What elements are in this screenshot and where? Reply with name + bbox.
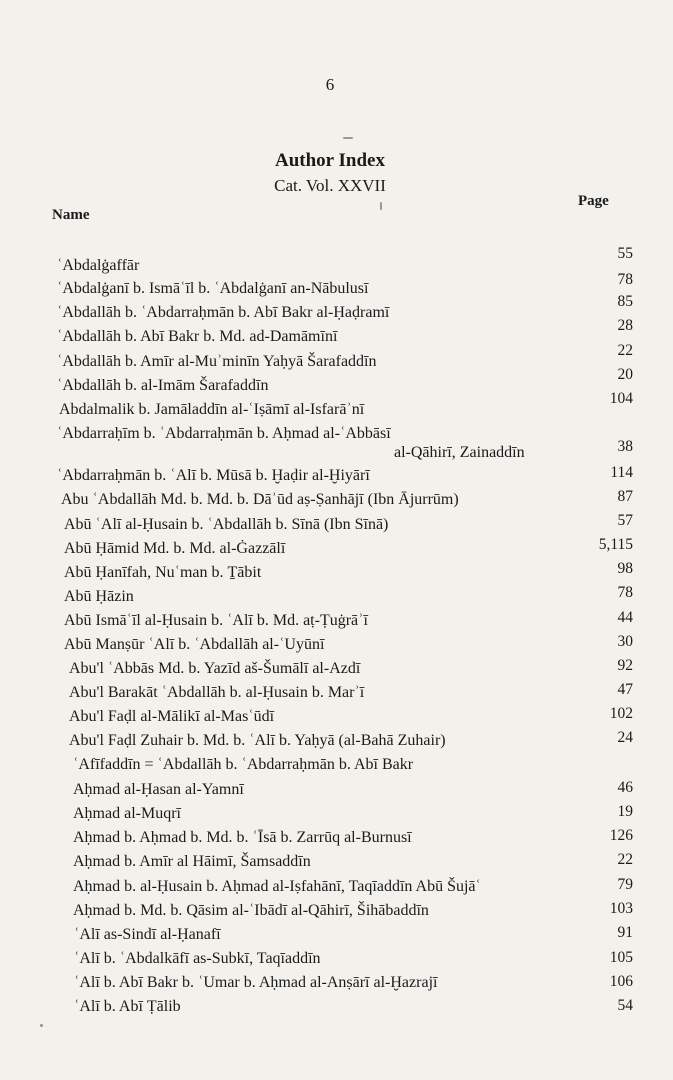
page-reference: 24	[617, 729, 633, 746]
author-name: ʿAbdalġanī b. Ismāʿīl b. ʿAbdalġanī an-Nābulusī	[57, 280, 369, 297]
index-entry	[0, 560, 673, 588]
author-name: Abu'l Faḍl Zuhair b. Md. b. ʿAlī b. Yaḥyā (al-Bahā Zuhair)	[69, 732, 446, 749]
page-reference: 79	[617, 876, 633, 893]
page-reference: 19	[617, 803, 633, 820]
author-name: Abu'l Barakāt ʿAbdallāh b. al-Ḥusain b. Marʾī	[69, 684, 365, 701]
index-entry	[0, 488, 673, 515]
author-name: Abu ʿAbdallāh Md. b. Md. b. Dāʾūd aṣ-Ṣanhājī (Ibn Ājurrūm)	[61, 491, 459, 508]
index-entry	[0, 584, 673, 612]
author-name: Aḥmad b. Aḥmad b. Md. b. ʿĪsā b. Zarrūq al-Burnusī	[73, 829, 412, 846]
index-entry	[0, 512, 673, 540]
index-entry	[0, 998, 673, 1022]
index-entry	[0, 853, 673, 877]
author-name: Aḥmad b. Md. b. Qāsim al-ʿIbādī al-Qāhirī, Šihābaddīn	[73, 902, 429, 919]
page-reference: 47	[617, 681, 633, 698]
page-reference: 104	[609, 390, 633, 407]
author-name: Abū Ismāʿīl al-Ḥusain b. ʿAlī b. Md. aṭ-Ṭuġrāʾī	[64, 612, 368, 629]
index-entry	[0, 805, 673, 829]
index-entry	[0, 829, 673, 853]
index-entry	[0, 974, 673, 998]
index-entry	[0, 705, 673, 732]
author-name: ʿAbdalġaffār	[57, 257, 140, 274]
page-reference: 28	[617, 317, 633, 334]
name-column-header: Name	[52, 207, 90, 223]
page-reference: 91	[617, 924, 633, 941]
index-entry	[0, 609, 673, 636]
page-reference: 57	[617, 512, 633, 529]
scan-speck	[40, 1024, 43, 1027]
page-reference: 92	[617, 657, 633, 674]
author-name: ʿAbdallāh b. Abī Bakr b. Md. ad-Damāmīnī	[57, 328, 338, 345]
author-name: Abdalmalik b. Jamāladdīn al-ʿIṣāmī al-Isfarāʾnī	[59, 401, 365, 418]
author-name: ʿAbdallāh b. Amīr al-Muʾminīn Yaḥyā Šarafaddīn	[57, 353, 377, 370]
page-reference: 78	[617, 271, 633, 288]
page-reference: 22	[617, 851, 633, 868]
author-name: ʿAlī as-Sindī al-Ḥanafī	[74, 926, 221, 943]
page-number: 6	[325, 75, 335, 94]
page-reference: 103	[609, 900, 633, 917]
page-reference: 105	[609, 949, 633, 966]
page-reference: 78	[617, 584, 633, 601]
author-name: ʿAbdallāh b. al-Imām Šarafaddīn	[57, 377, 269, 394]
author-name: al-Qāhirī, Zainaddīn	[394, 444, 525, 461]
author-name: Abū Manṣūr ʿAlī b. ʿAbdallāh al-ʿUyūnī	[64, 636, 325, 653]
page-reference: 114	[610, 464, 633, 481]
page-reference: 102	[609, 705, 633, 722]
index-entry	[0, 366, 673, 401]
author-name: Abu'l Faḍl al-Mālikī al-Masʿūdī	[69, 708, 275, 725]
page-reference: 20	[617, 366, 633, 383]
page-reference: 126	[609, 827, 633, 844]
author-name: ʿAlī b. ʿAbdalkāfī as-Subkī, Taqīaddīn	[74, 950, 321, 967]
author-name: ʿAlī b. Abī Bakr b. ʿUmar b. Aḥmad al-Anṣārī al-Ḫazrajī	[74, 974, 438, 991]
index-entry	[0, 438, 673, 468]
index-entry	[0, 926, 673, 950]
catalogue-volume: Cat. Vol. XXVII	[274, 176, 386, 195]
author-name: Abū ʿAlī al-Ḥusain b. ʿAbdallāh b. Sīnā (Ibn Sīnā)	[64, 516, 389, 533]
author-name: ʿAbdarraḥmān b. ʿAlī b. Mūsā b. Ḫaḍir al-Ḫiyārī	[57, 467, 370, 484]
page-reference: 22	[617, 342, 633, 359]
author-name: Aḥmad al-Muqrī	[73, 805, 181, 822]
index-entry	[0, 271, 673, 304]
author-name: Aḥmad b. al-Ḥusain b. Aḥmad al-Iṣfahānī, Taqīaddīn Abū Šujāʿ	[73, 878, 481, 895]
author-name: Aḥmad al-Ḥasan al-Yamnī	[73, 781, 244, 798]
page-reference: 5,115	[598, 536, 633, 553]
index-entry	[0, 536, 673, 564]
author-name: Abu'l ʿAbbās Md. b. Yazīd aš-Šumālī al-Azdī	[69, 660, 361, 677]
author-name: ʿAbdarraḥīm b. ʿAbdarraḥmān b. Aḥmad al-ʿAbbāsī	[57, 425, 391, 442]
index-entry	[0, 878, 673, 902]
author-name: ʿAbdallāh b. ʿAbdarraḥmān b. Abī Bakr al-Ḥaḍramī	[57, 304, 390, 321]
page-reference: 54	[617, 997, 633, 1014]
index-entry	[0, 902, 673, 926]
index-title: Author Index	[275, 150, 385, 171]
author-name: Abū Ḥāzin	[64, 588, 134, 605]
page-column-header: Page	[578, 193, 609, 209]
author-name: Abū Ḥanīfah, Nuʿman b. Ṯābit	[64, 564, 262, 581]
author-name: ʿAlī b. Abī Ṭālib	[74, 998, 181, 1015]
index-entry	[0, 756, 673, 780]
index-entry	[0, 781, 673, 805]
scan-speck	[380, 202, 382, 210]
scan-speck	[343, 137, 353, 139]
index-entry	[0, 317, 673, 352]
page-reference: 44	[617, 609, 633, 626]
page-reference: 98	[617, 560, 633, 577]
page-reference: 55	[617, 245, 633, 262]
index-entry	[0, 950, 673, 974]
index-entry	[0, 657, 673, 684]
author-name: Aḥmad b. Amīr al Hāimī, Šamsaddīn	[73, 853, 311, 870]
page-reference: 46	[617, 779, 633, 796]
page-reference: 38	[617, 438, 633, 455]
index-entry	[0, 729, 673, 756]
page-reference: 30	[617, 633, 633, 650]
index-entry	[0, 245, 673, 281]
index-entry	[0, 293, 673, 328]
index-entry	[0, 633, 673, 660]
page-reference: 87	[617, 488, 633, 505]
index-entry	[0, 342, 673, 377]
author-name: ʿAfīfaddīn = ʿAbdallāh b. ʿAbdarraḥmān b. Abī Bakr	[73, 756, 414, 773]
page-reference: 106	[609, 973, 633, 990]
index-entry	[0, 390, 673, 425]
author-name: Abū Ḥāmid Md. b. Md. al-Ġazzālī	[64, 540, 286, 557]
index-entry	[0, 464, 673, 491]
page-reference: 85	[617, 293, 633, 310]
index-entry	[0, 681, 673, 708]
